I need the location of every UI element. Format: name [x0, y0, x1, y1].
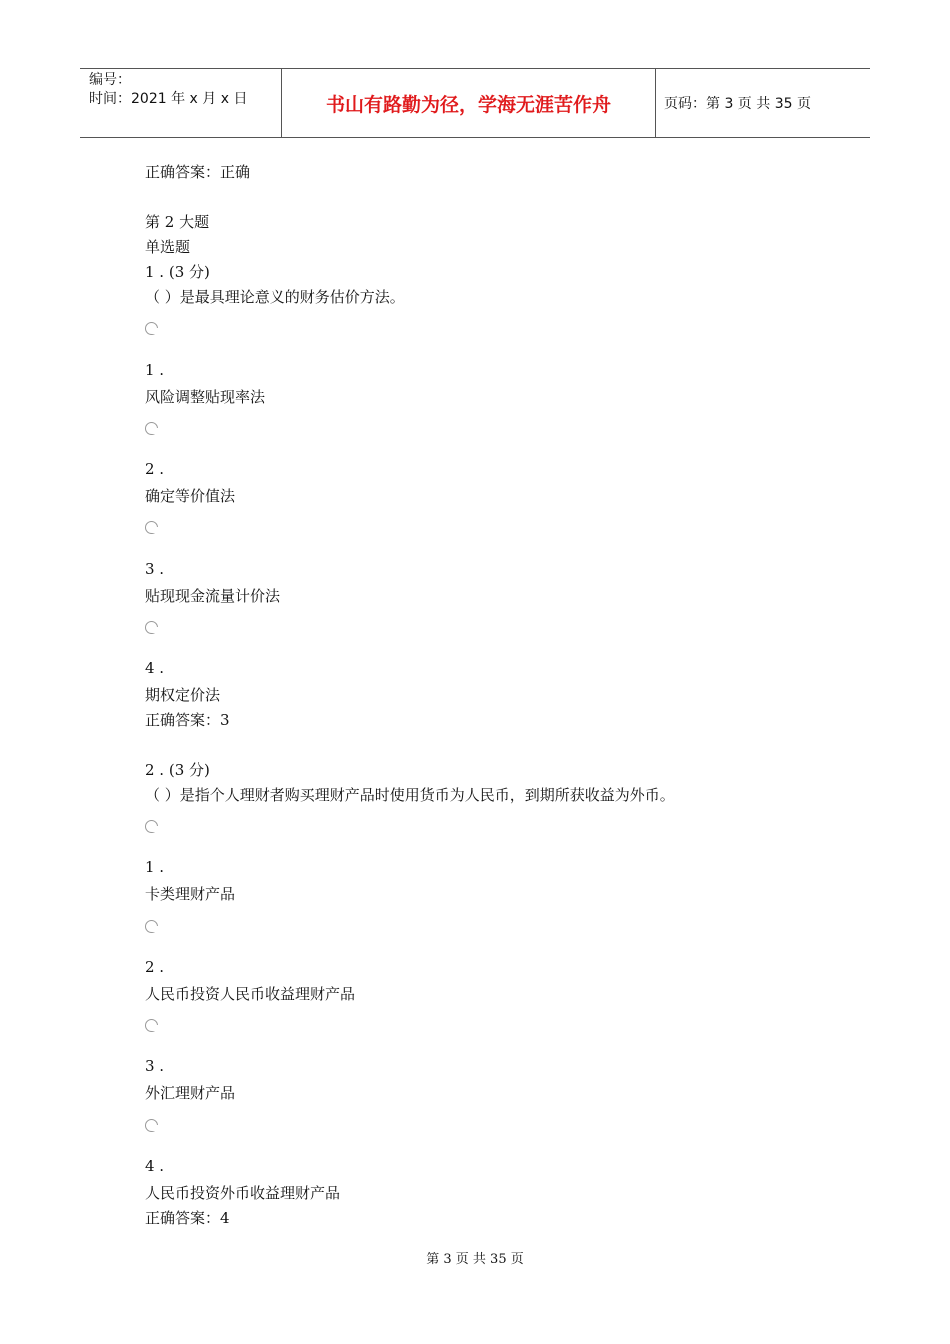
question-1-option-4-label: 期权定价法 [145, 686, 221, 704]
question-2-option-3-radio[interactable] [145, 1019, 158, 1032]
question-1-option-2-label: 确定等价值法 [145, 487, 236, 505]
question-2-option-2-label: 人民币投资人民币收益理财产品 [145, 985, 356, 1003]
question-1-option-3-radio[interactable] [145, 521, 158, 534]
number-label: 编号： [89, 72, 131, 88]
question-2-option-4-radio[interactable] [145, 1119, 158, 1132]
question-1-option-3-label: 贴现现金流量计价法 [145, 587, 281, 605]
question-2-option-3-number: 3 . [145, 1057, 165, 1075]
question-1-answer: 正确答案：3 [145, 711, 230, 729]
section-title: 第 2 大题 [145, 213, 210, 231]
question-1-stem: （ ）是最具理论意义的财务估价方法。 [145, 288, 405, 306]
question-2-option-2-number: 2 . [145, 958, 165, 976]
header-motto: 书山有路勤为径，学海无涯苦作舟 [281, 69, 656, 137]
question-2-option-2-radio[interactable] [145, 920, 158, 933]
section-type: 单选题 [145, 238, 191, 256]
page-footer: 第 3 页 共 35 页 [426, 1252, 524, 1267]
header-meta [80, 69, 281, 137]
previous-answer: 正确答案：正确 [145, 163, 251, 181]
question-2-option-4-number: 4 . [145, 1157, 165, 1175]
question-2-option-1-label: 卡类理财产品 [145, 885, 236, 903]
question-2-score: 2 . (3 分) [145, 761, 210, 779]
time-label: 时间：2021 年 x 月 x 日 [89, 91, 248, 107]
question-1-option-3-number: 3 . [145, 560, 165, 578]
question-2-option-1-radio[interactable] [145, 820, 158, 833]
page-header [80, 68, 870, 138]
question-2-option-1-number: 1 . [145, 858, 165, 876]
question-1-score: 1 . (3 分) [145, 263, 210, 281]
question-2-answer: 正确答案：4 [145, 1209, 230, 1227]
question-1-option-1-radio[interactable] [145, 322, 158, 335]
question-2-option-3-label: 外汇理财产品 [145, 1084, 236, 1102]
question-2-option-4-label: 人民币投资外币收益理财产品 [145, 1184, 341, 1202]
question-1-option-4-number: 4 . [145, 659, 165, 677]
question-1-option-2-radio[interactable] [145, 422, 158, 435]
question-1-option-1-number: 1 . [145, 361, 165, 379]
question-1-option-4-radio[interactable] [145, 621, 158, 634]
question-1-option-1-label: 风险调整贴现率法 [145, 388, 266, 406]
question-1-option-2-number: 2 . [145, 460, 165, 478]
header-page-info: 页码：第 3 页 共 35 页 [664, 96, 811, 112]
question-2-stem: （ ）是指个人理财者购买理财产品时使用货币为人民币，到期所获收益为外币。 [145, 786, 675, 804]
